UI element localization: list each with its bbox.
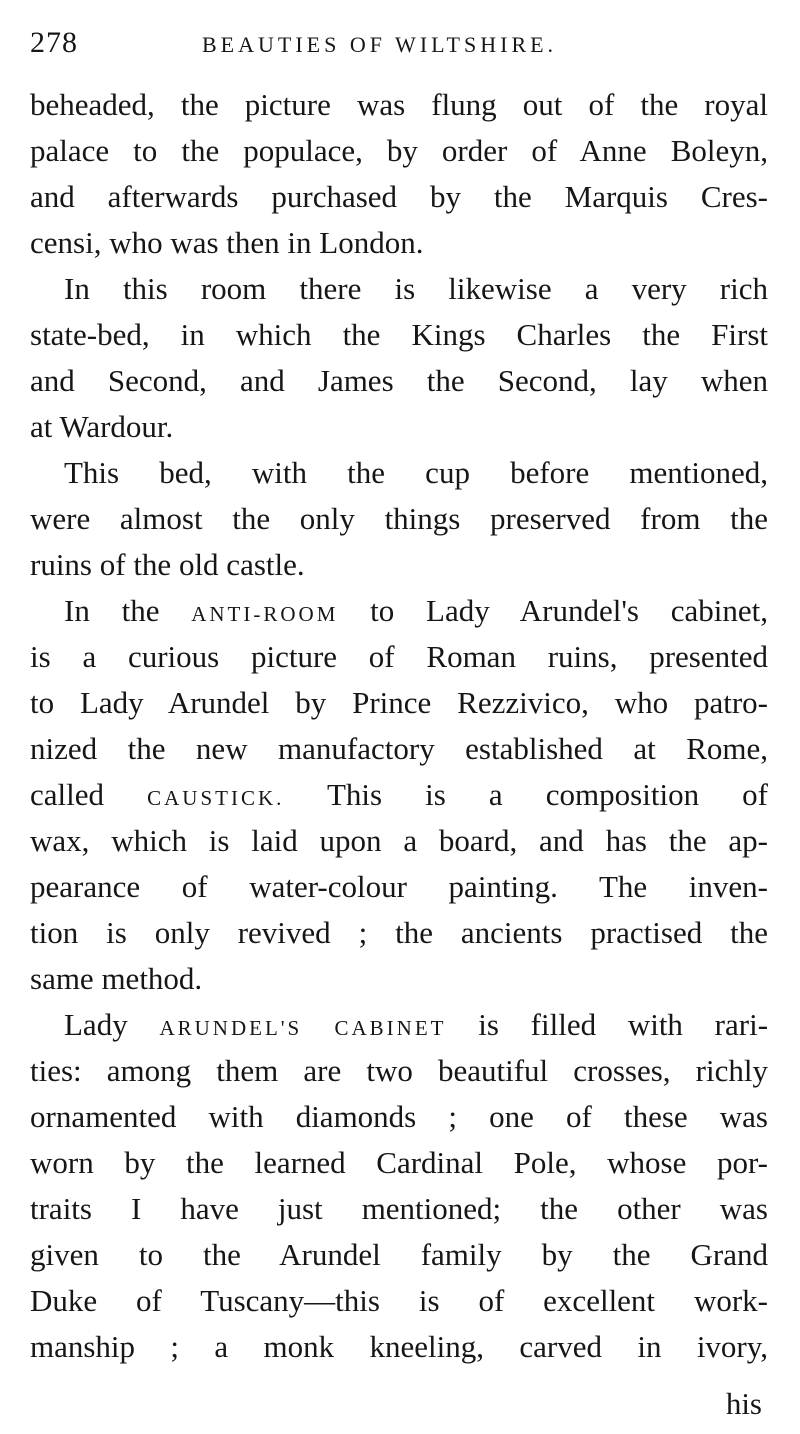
page-header: [30, 26, 770, 66]
text-line: is a curious picture of Roman ruins, presented: [30, 639, 768, 674]
text-line: and Second, and James the Second, lay when: [30, 363, 768, 398]
text-line: ties: among them are two beautiful crosses, richly: [30, 1053, 768, 1088]
text-line: and afterwards purchased by the Marquis Cres-: [30, 179, 768, 214]
text-line: nized the new manufactory established at Rome,: [30, 731, 768, 766]
text-line: censi, who was then in London.: [30, 225, 424, 260]
text-run: In the: [64, 593, 160, 628]
body-text: [30, 82, 768, 1370]
running-head: BEAUTIES OF WILTSHIRE.: [202, 32, 558, 57]
text-line: [30, 1002, 768, 1048]
text-line: same method.: [30, 961, 203, 996]
text-line: ornamented with diamonds ; one of these was: [30, 1099, 768, 1134]
text-line: were almost the only things preserved from the: [30, 501, 768, 536]
text-line: This bed, with the cup before mentioned,: [64, 455, 768, 490]
text-line: Duke of Tuscany—this is of excellent work-: [30, 1283, 768, 1318]
text-line: In this room there is likewise a very rich: [64, 271, 768, 306]
text-line: to Lady Arundel by Prince Rezzivico, who patro-: [30, 685, 768, 720]
text-line: tion is only revived ; the ancients practised the: [30, 915, 768, 950]
text-line: palace to the populace, by order of Anne Boleyn,: [30, 133, 768, 168]
text-line: wax, which is laid upon a board, and has the ap-: [30, 823, 768, 858]
text-line: state-bed, in which the Kings Charles the First: [30, 317, 768, 352]
text-line: [30, 772, 768, 818]
text-line: manship ; a monk kneeling, carved in ivory,: [30, 1329, 768, 1364]
text-line: given to the Arundel family by the Grand: [30, 1237, 768, 1272]
catchword: his: [725, 1386, 762, 1421]
text-run: to Lady Arundel's cabinet,: [370, 593, 768, 628]
small-caps-term: CAUSTICK.: [147, 786, 285, 810]
text-run: Lady: [64, 1007, 128, 1042]
text-line: beheaded, the picture was flung out of the royal: [30, 87, 768, 122]
text-line: ruins of the old castle.: [30, 547, 305, 582]
text-line: traits I have just mentioned; the other was: [30, 1191, 768, 1226]
small-caps-term: ANTI-ROOM: [191, 602, 339, 626]
text-line: pearance of water-colour painting. The inven-: [30, 869, 768, 904]
small-caps-term: ARUNDEL'S CABINET: [159, 1016, 447, 1040]
page-number: 278: [30, 26, 78, 59]
text-run: called: [30, 777, 105, 812]
text-line: [30, 588, 768, 634]
text-line: at Wardour.: [30, 409, 174, 444]
text-run: is filled with rari-: [478, 1007, 768, 1042]
text-line: worn by the learned Cardinal Pole, whose por-: [30, 1145, 768, 1180]
text-run: This is a composition of: [326, 777, 768, 812]
